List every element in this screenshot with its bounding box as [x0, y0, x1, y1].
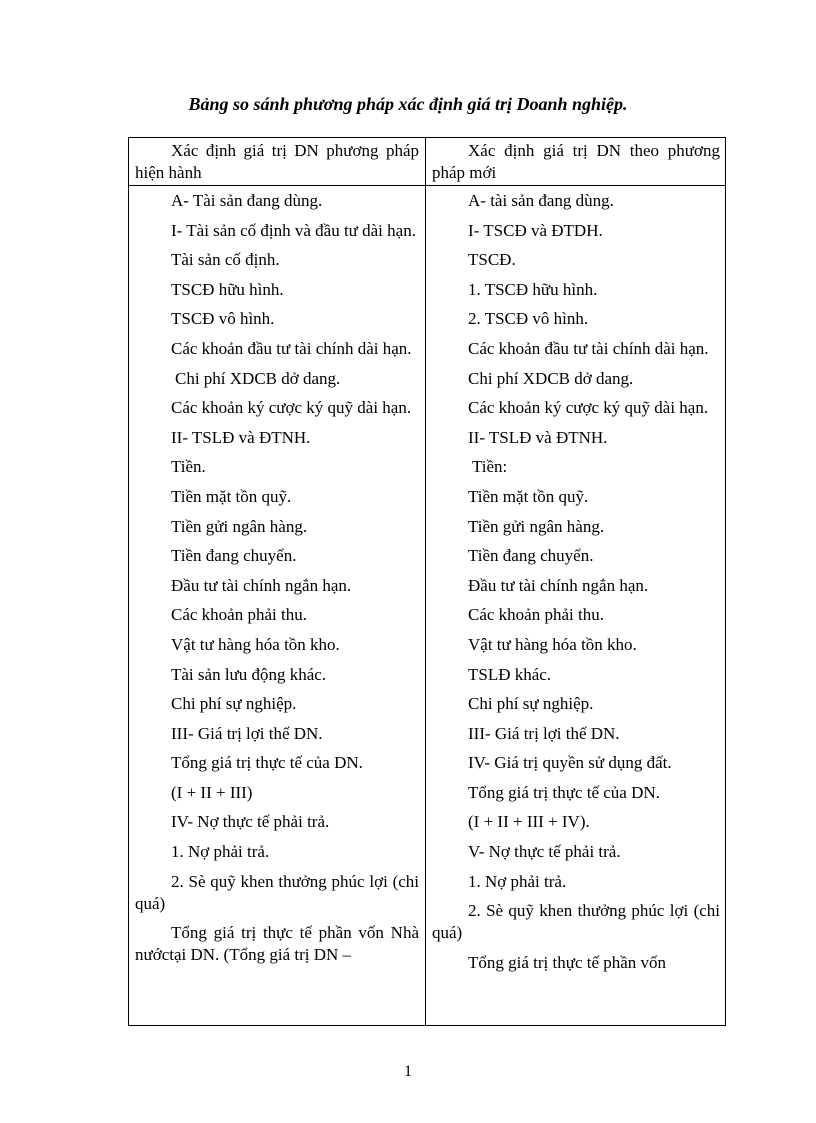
new-method-column — [432, 190, 720, 981]
table-cell: TSCĐ. — [468, 250, 516, 270]
table-cell: A- Tài sản đang dùng. — [171, 191, 323, 210]
table-cell: Chi phí sự nghiệp. — [171, 694, 297, 714]
column-divider — [425, 138, 426, 1025]
table-cell: Các khoản phải thu. — [171, 605, 307, 625]
table-cell: Tiền gửi ngân hàng. — [468, 516, 605, 536]
table-cell: III- Giá trị lợi thế DN. — [171, 723, 323, 743]
table-cell: Tiền. — [171, 457, 206, 477]
table-cell: Vật tư hàng hóa tồn kho. — [171, 634, 340, 654]
table-cell: (I + II + III) — [171, 782, 253, 802]
table-cell: Tổng giá trị thực tế của DN. — [171, 753, 363, 773]
table-cell: IV- Giá trị quyền sử dụng đất. — [468, 753, 672, 773]
table-cell: 1. Nợ phải trả. — [468, 871, 567, 891]
table-cell: Chi phí XDCB dở dang. — [468, 368, 634, 388]
table-cell: Tài sản cố định. — [171, 250, 280, 270]
table-cell: Tiền đang chuyển. — [171, 546, 297, 566]
table-cell: Các khoản ký cược ký quỹ dài hạn. — [468, 398, 709, 418]
table-cell: Đầu tư tài chính ngắn hạn. — [171, 575, 352, 595]
header-current-method — [135, 140, 419, 184]
table-cell: Các khoản đầu tư tài chính dài hạn. — [468, 338, 709, 358]
table-cell: Tổng giá trị thực tế của DN. — [468, 782, 660, 802]
table-cell: 2. Sè quỹ khen thưởng phúc lợi (chi quá) — [432, 901, 720, 943]
table-cell: V- Nợ thực tế phải trả. — [468, 842, 621, 862]
table-cell: Vật tư hàng hóa tồn kho. — [468, 634, 637, 654]
table-cell: Chi phí XDCB dở dang. — [175, 368, 341, 388]
current-method-column — [135, 190, 419, 974]
table-cell: Các khoản phải thu. — [468, 605, 604, 625]
table-cell: Tiền: — [472, 457, 508, 477]
table-cell: 2. Sè quỹ khen thưởng phúc lợi (chi quá) — [135, 871, 419, 913]
table-cell: Các khoản đầu tư tài chính dài hạn. — [171, 338, 412, 358]
table-cell: Tiền gửi ngân hàng. — [171, 516, 308, 536]
table-cell: TSLĐ khác. — [468, 664, 552, 684]
table-cell: Tổng giá trị thực tế phần vốn — [468, 952, 667, 972]
table-cell: 2. TSCĐ vô hình. — [468, 309, 589, 329]
table-cell: Tài sản lưu động khác. — [171, 664, 327, 684]
table-cell: (I + II + III + IV). — [468, 812, 590, 832]
table-cell: I- TSCĐ và ĐTDH. — [468, 220, 603, 240]
table-cell: TSCĐ hữu hình. — [171, 279, 284, 299]
table-cell: Tiền mặt tồn quỹ. — [468, 486, 589, 506]
table-cell: II- TSLĐ và ĐTNH. — [171, 427, 311, 447]
header-divider — [129, 185, 725, 186]
table-cell: Tổng giá trị thực tế phần vốn Nhà nướctại DN. (Tổng giá trị DN – — [135, 923, 419, 965]
table-cell: Chi phí sự nghiệp. — [468, 694, 594, 714]
table-cell: II- TSLĐ và ĐTNH. — [468, 427, 608, 447]
table-cell: I- Tài sản cố định và đầu tư dài hạn. — [171, 220, 416, 240]
table-cell: Tiền mặt tồn quỹ. — [171, 486, 292, 506]
table-cell: 1. Nợ phải trả. — [171, 842, 270, 862]
table-cell: TSCĐ vô hình. — [171, 309, 275, 329]
table-cell: IV- Nợ thực tế phải trả. — [171, 812, 330, 832]
comparison-table — [128, 137, 726, 1026]
table-cell: A- tài sản đang dùng. — [468, 191, 614, 210]
page-number: 1 — [404, 1063, 412, 1080]
header-cell: Xác định giá trị DN phương pháp hiện hành — [135, 141, 419, 182]
table-cell: Tiền đang chuyển. — [468, 546, 594, 566]
table-cell: III- Giá trị lợi thế DN. — [468, 723, 620, 743]
header-new-method — [432, 140, 720, 184]
document-title: Bảng so sánh phương pháp xác định giá trị Doanh nghiệp. — [188, 94, 628, 114]
table-cell: Các khoản ký cược ký quỹ dài hạn. — [171, 398, 412, 418]
header-cell: Xác định giá trị DN theo phương pháp mới — [432, 141, 720, 182]
table-cell: 1. TSCĐ hữu hình. — [468, 279, 598, 299]
table-cell: Đầu tư tài chính ngắn hạn. — [468, 575, 649, 595]
